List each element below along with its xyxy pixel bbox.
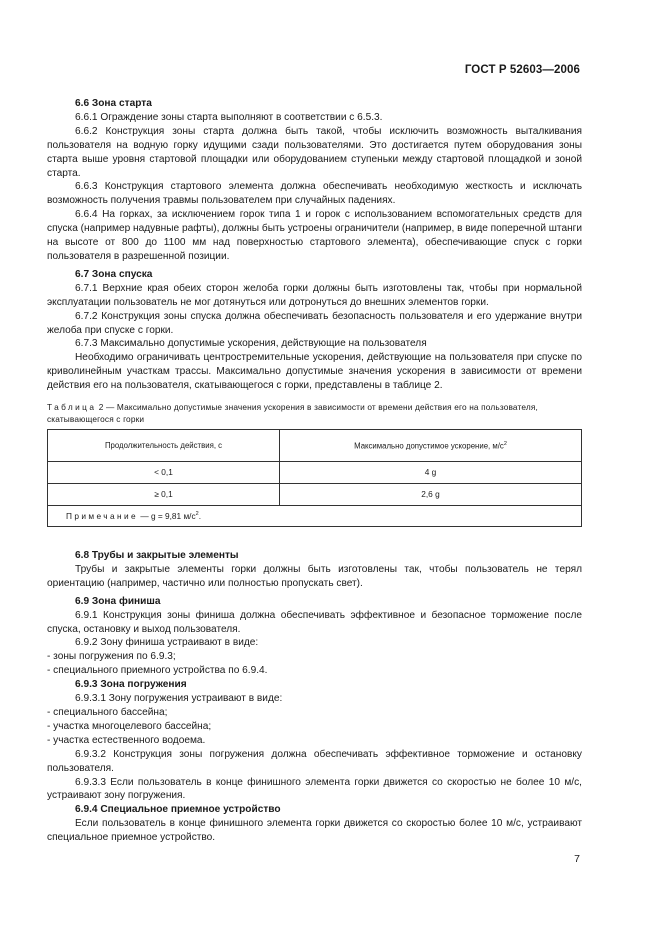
table-caption bbox=[47, 402, 582, 425]
paragraph: 6.7.2 Конструкция зоны спуска должна обеспечивать безопасность пользователя и его удержание внутри желоба при спуске с горки. bbox=[47, 310, 582, 336]
paragraph: 6.9.2 Зону финиша устраивают в виде: bbox=[75, 637, 259, 649]
page-content bbox=[47, 97, 582, 845]
paragraph: Если пользователь в конце финишного элемента горки движется со скоростью более 10 м/с, устраивают специальное приемное устройство. bbox=[47, 818, 582, 844]
spacer bbox=[47, 527, 582, 549]
cell-duration: < 0,1 bbox=[48, 462, 280, 484]
table-caption-word: Таблица bbox=[47, 402, 97, 413]
list-item: - специального бассейна; bbox=[47, 707, 168, 718]
paragraph: 6.9.3.2 Конструкция зоны погружения должна обеспечивать эффективное торможение и остановку пользователя. bbox=[47, 748, 582, 774]
paragraph: 6.9.3.1 Зону погружения устраивают в виде: bbox=[75, 693, 283, 705]
note-word: Примечание bbox=[66, 510, 139, 521]
page-number: 7 bbox=[574, 853, 580, 865]
list-item: - участка многоцелевого бассейна; bbox=[47, 720, 212, 732]
table-caption-text: 2 — Максимально допустимые значения ускорения в зависимости от времени действия его на пользователя, скатывающегося с горки bbox=[47, 402, 538, 424]
table-row bbox=[48, 462, 582, 484]
list-item: - участка естественного водоема. bbox=[47, 734, 206, 746]
section-heading: 6.6 Зона старта bbox=[75, 98, 152, 109]
cell-acceleration: 2,6 g bbox=[280, 484, 582, 506]
note-end: . bbox=[198, 510, 201, 521]
acceleration-table bbox=[47, 429, 582, 527]
cell-acceleration: 4 g bbox=[280, 462, 582, 484]
section-heading: 6.8 Трубы и закрытые элементы bbox=[75, 550, 239, 562]
note-superscript: 2 bbox=[195, 511, 199, 518]
column-header-duration: Продолжительность действия, с bbox=[48, 430, 280, 462]
section-heading: 6.9.3 Зона погружения bbox=[75, 679, 187, 691]
table-note bbox=[48, 506, 582, 527]
table-header-row bbox=[48, 430, 582, 462]
unit-superscript: 2 bbox=[503, 440, 507, 447]
note-text: — g = 9,81 м/с bbox=[138, 510, 196, 521]
paragraph: 6.7.3 Максимально допустимые ускорения, действующие на пользователя bbox=[75, 338, 427, 350]
standard-header: ГОСТ Р 52603—2006 bbox=[464, 64, 580, 76]
column-header-acceleration-text: Максимально допустимое ускорение, м/с bbox=[354, 441, 504, 451]
paragraph: 6.9.3.3 Если пользователь в конце финишного элемента горки движется со скоростью не более 10 м/с, устраивают зону погружения. bbox=[47, 776, 582, 802]
paragraph: 6.6.1 Ограждение зоны старта выполняют в соответствии с 6.5.3. bbox=[75, 111, 383, 123]
section-heading: 6.9.4 Специальное приемное устройство bbox=[75, 804, 281, 816]
section-heading: 6.9 Зона финиша bbox=[75, 595, 161, 607]
paragraph: Трубы и закрытые элементы горки должны быть изготовлены так, чтобы пользователь не терял ориентацию (например, частично или полностью пропускать свет). bbox=[47, 563, 582, 589]
paragraph: 6.7.1 Верхние края обеих сторон желоба горки должны быть изготовлены так, чтобы при нормальной эксплуатации пользователь не мог дотянуться или дотронуться до внешних элементов горки. bbox=[47, 282, 582, 308]
table-row bbox=[48, 484, 582, 506]
paragraph: 6.6.3 Конструкция стартового элемента должна обеспечивать необходимую жесткость и исключать возможность получения травмы пользователем при случайных падениях. bbox=[47, 181, 582, 207]
cell-duration: ≥ 0,1 bbox=[48, 484, 280, 506]
paragraph: Необходимо ограничивать центростремительные ускорения, действующие на пользователя при спуске по криволинейным участкам трассы. Максимально допустимые значения ускорения в зависимости от времени действия его на пользователя, скатывающегося с горки, представлены в таблице 2. bbox=[47, 352, 582, 392]
list-item: - специального приемного устройства по 6.9.4. bbox=[47, 665, 268, 677]
table-note-row bbox=[48, 506, 582, 527]
section-heading: 6.7 Зона спуска bbox=[75, 268, 153, 280]
paragraph: 6.9.1 Конструкция зоны финиша должна обеспечивать эффективное и безопасное торможение после спуска, остановку и выход пользователя. bbox=[47, 609, 582, 635]
column-header-acceleration bbox=[280, 430, 582, 462]
paragraph: 6.6.2 Конструкция зоны старта должна быть такой, чтобы исключить возможность выталкивания пользователя на водную горку идущими сзади пользователями. Это достигается путем оборудования зоны старта выше уровня стартовой площадки или оборудованием ступеньки между стартовой площадкой и зоной старта. bbox=[47, 125, 582, 179]
list-item: - зоны погружения по 6.9.3; bbox=[47, 651, 176, 663]
paragraph: 6.6.4 На горках, за исключением горок типа 1 и горок с использованием вспомогательных средств для спуска (например надувные рафты), должны быть устроены ограничители (например, в виде поперечной штанги на высоте от 800 до 1100 мм над поверхностью стартового элемента), обеспечивающие спуск с горки пользователя в разрешенной позиции. bbox=[47, 209, 583, 262]
